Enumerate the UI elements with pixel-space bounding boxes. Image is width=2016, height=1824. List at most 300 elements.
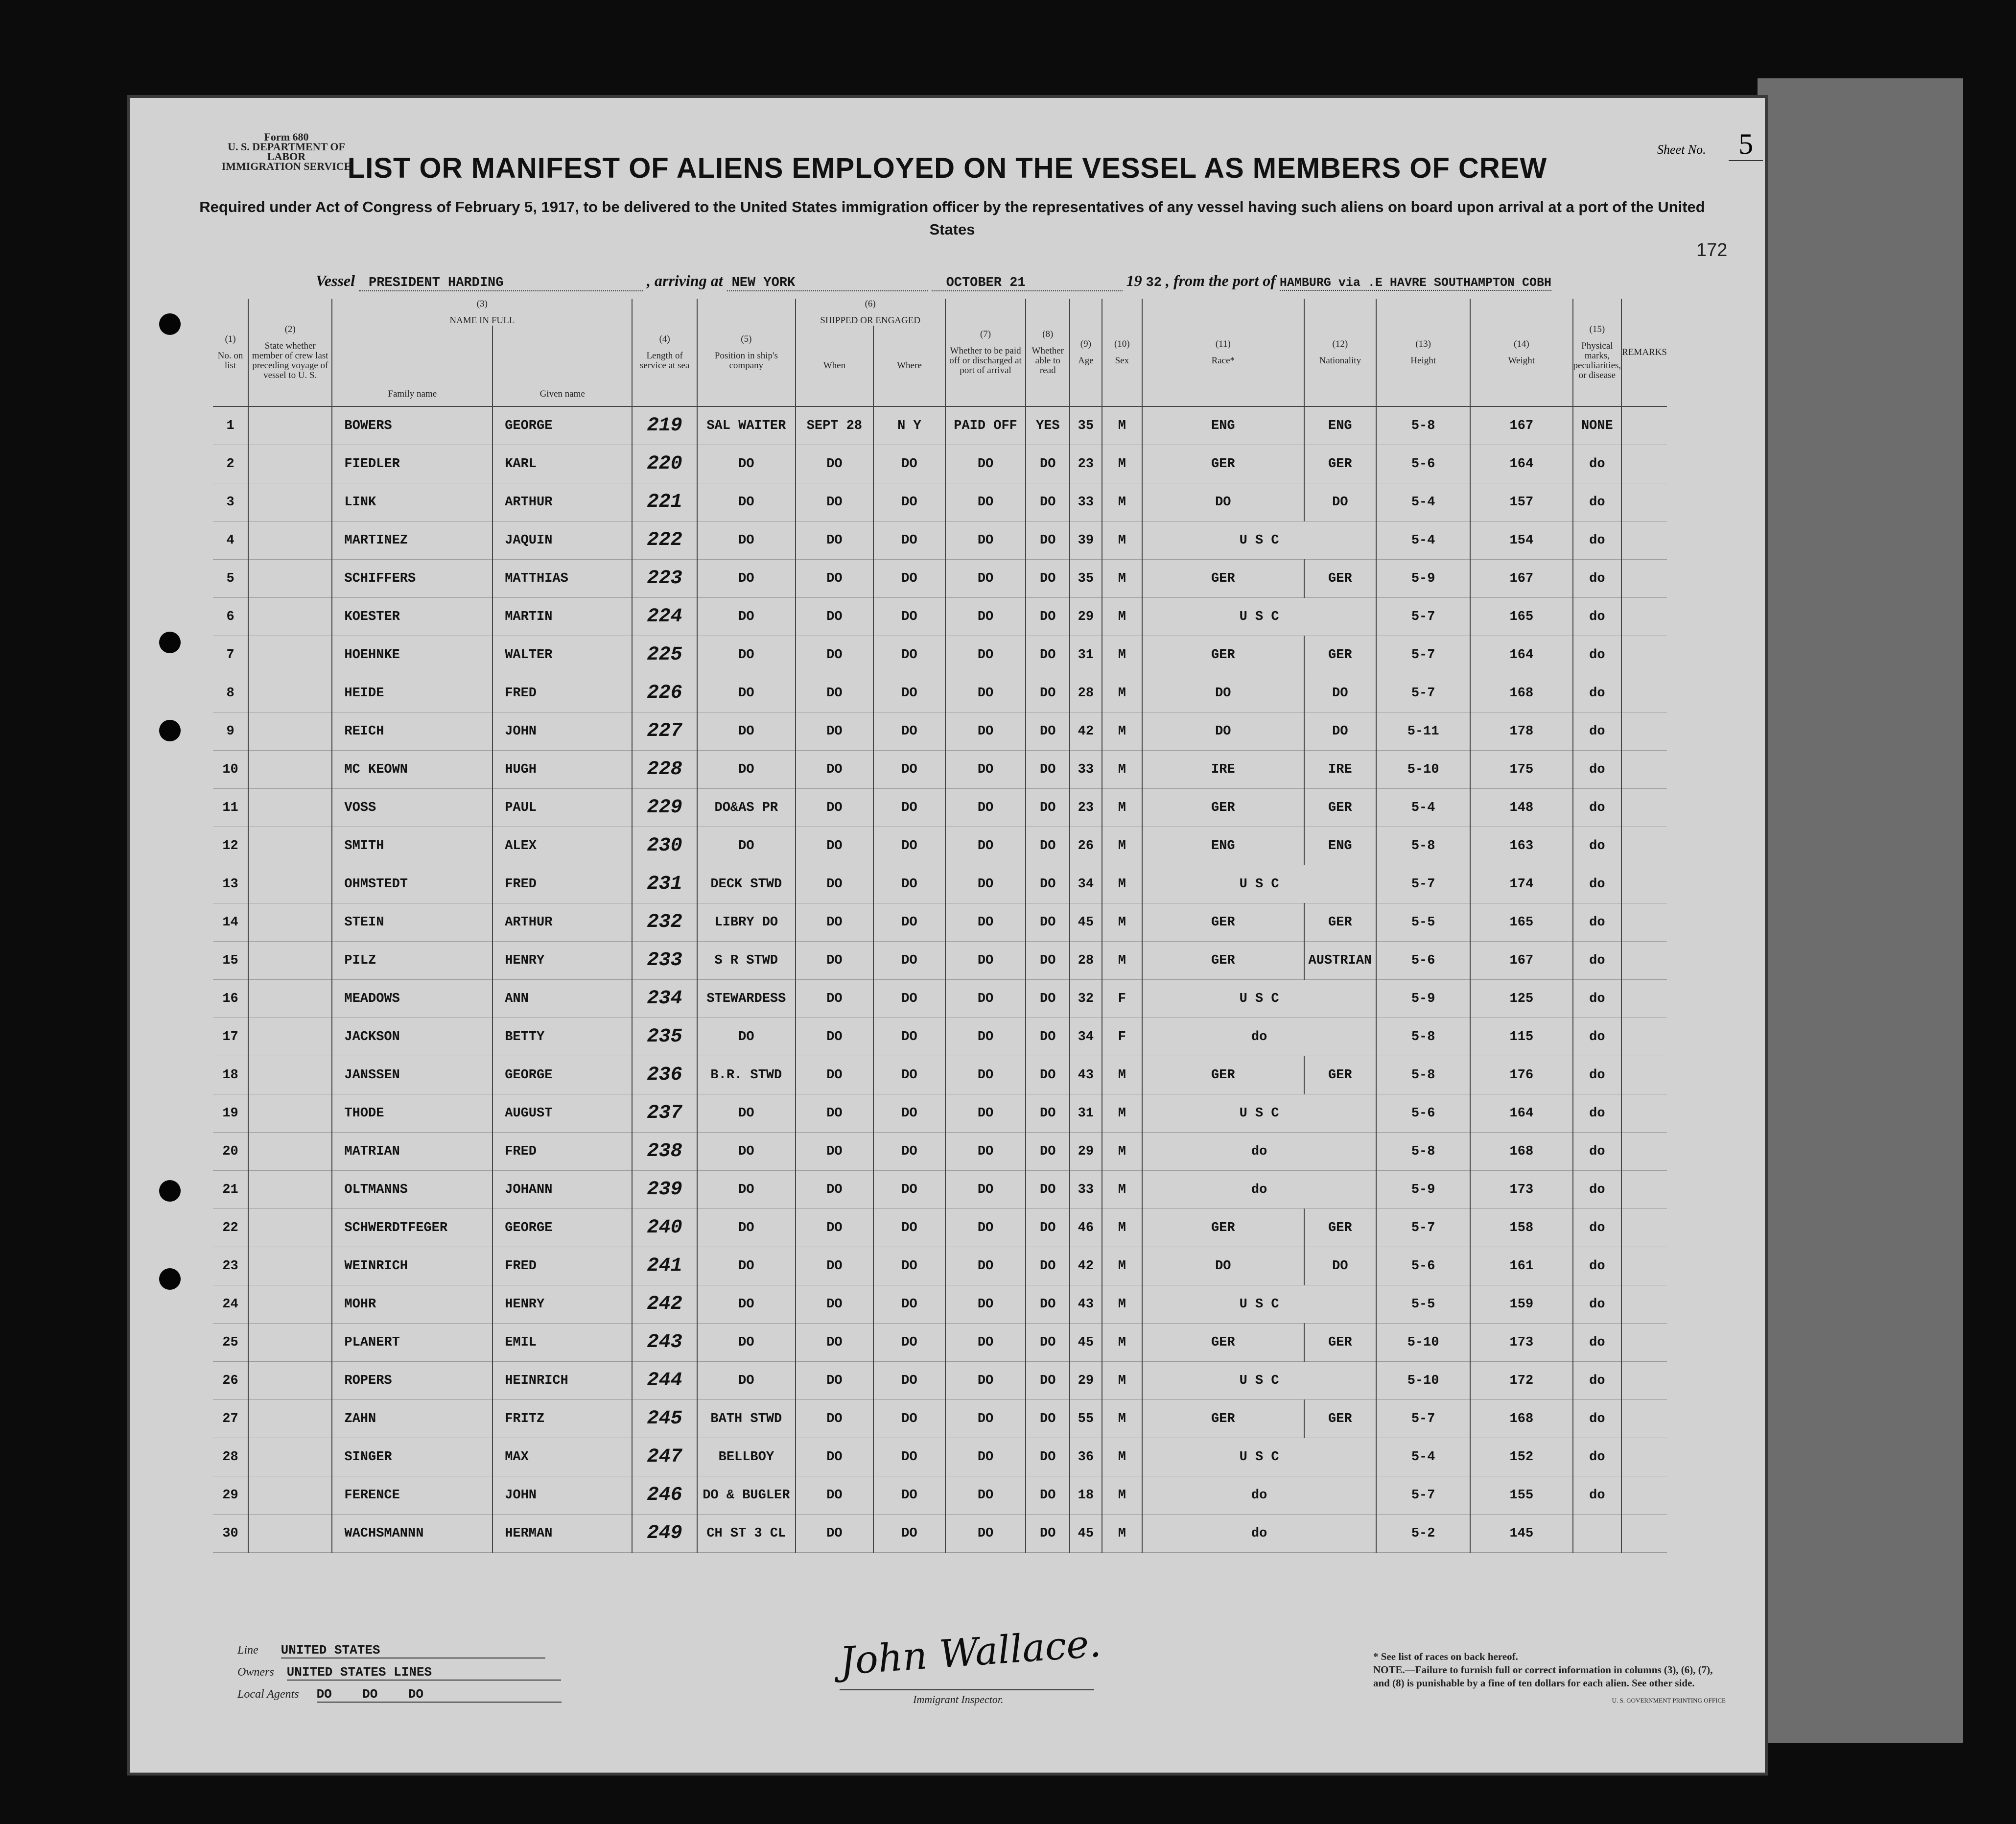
shipped-when-cell: DO bbox=[796, 942, 874, 980]
race-cell: U S C bbox=[1142, 521, 1376, 560]
from-label: , from the port of bbox=[1165, 272, 1276, 289]
weight-cell: 167 bbox=[1470, 406, 1572, 445]
able-to-read-cell: DO bbox=[1026, 1362, 1070, 1400]
race-cell: GER bbox=[1142, 636, 1304, 674]
page-subtitle: Required under Act of Congress of February 5, 1917, to be delivered to the United States immigration officer by the representatives of any vessel having such aliens on board upon arrival at a port of the United States bbox=[199, 198, 1705, 238]
able-to-read-cell: DO bbox=[1026, 865, 1070, 903]
weight-cell: 164 bbox=[1470, 445, 1572, 483]
able-to-read-cell: DO bbox=[1026, 521, 1070, 560]
row-number-cell: 19 bbox=[213, 1094, 248, 1133]
age-cell: 33 bbox=[1070, 483, 1102, 521]
family-name-cell: ZAHN bbox=[332, 1400, 492, 1438]
paid-off-cell: DO bbox=[945, 674, 1026, 712]
crew-previous-cell bbox=[248, 1400, 332, 1438]
shipped-when-cell: DO bbox=[796, 1094, 874, 1133]
remarks-cell bbox=[1621, 445, 1667, 483]
col-shipped-header: (6) SHIPPED OR ENGAGED bbox=[796, 299, 945, 326]
age-cell: 42 bbox=[1070, 1247, 1102, 1285]
row-number-cell: 5 bbox=[213, 560, 248, 598]
race-cell: DO bbox=[1142, 1247, 1304, 1285]
sex-cell: M bbox=[1102, 1094, 1142, 1133]
service-length-cell: 238 bbox=[632, 1133, 697, 1171]
paid-off-cell: DO bbox=[945, 865, 1026, 903]
year-prefix: 19 bbox=[1126, 272, 1142, 289]
table-row bbox=[213, 521, 1667, 560]
position-cell: DO bbox=[697, 1018, 796, 1056]
table-row bbox=[213, 445, 1667, 483]
printer-note: U. S. GOVERNMENT PRINTING OFFICE bbox=[1612, 1697, 1726, 1704]
height-cell: 5-5 bbox=[1376, 1285, 1470, 1324]
shipped-where-cell: N Y bbox=[873, 406, 945, 445]
arrival-port: NEW YORK bbox=[727, 276, 928, 291]
weight-cell: 154 bbox=[1470, 521, 1572, 560]
row-number-cell: 11 bbox=[213, 789, 248, 827]
shipped-where-cell: DO bbox=[873, 865, 945, 903]
remarks-cell bbox=[1621, 1018, 1667, 1056]
paid-off-cell: DO bbox=[945, 1362, 1026, 1400]
age-cell: 45 bbox=[1070, 1324, 1102, 1362]
remarks-cell bbox=[1621, 1133, 1667, 1171]
height-cell: 5-7 bbox=[1376, 1209, 1470, 1247]
sex-cell: M bbox=[1102, 865, 1142, 903]
service-length-cell: 221 bbox=[632, 483, 697, 521]
position-cell: DO bbox=[697, 1247, 796, 1285]
crew-previous-cell bbox=[248, 521, 332, 560]
paid-off-cell: DO bbox=[945, 560, 1026, 598]
height-cell: 5-9 bbox=[1376, 560, 1470, 598]
given-name-cell: HENRY bbox=[492, 1285, 632, 1324]
shipped-when-cell: DO bbox=[796, 1476, 874, 1515]
race-cell: GER bbox=[1142, 1400, 1304, 1438]
able-to-read-cell: DO bbox=[1026, 827, 1070, 865]
race-cell: GER bbox=[1142, 445, 1304, 483]
race-cell: GER bbox=[1142, 903, 1304, 942]
binder-hole bbox=[159, 1268, 181, 1290]
able-to-read-cell: DO bbox=[1026, 1324, 1070, 1362]
shipped-when-cell: DO bbox=[796, 1171, 874, 1209]
race-cell: do bbox=[1142, 1018, 1376, 1056]
height-cell: 5-10 bbox=[1376, 1324, 1470, 1362]
remarks-cell bbox=[1621, 1400, 1667, 1438]
from-port: HAMBURG via .E HAVRE SOUTHAMPTON COBH bbox=[1279, 276, 1551, 290]
remarks-cell bbox=[1621, 1094, 1667, 1133]
row-number-cell: 21 bbox=[213, 1171, 248, 1209]
remarks-cell bbox=[1621, 827, 1667, 865]
crew-previous-cell bbox=[248, 903, 332, 942]
age-cell: 46 bbox=[1070, 1209, 1102, 1247]
weight-cell: 176 bbox=[1470, 1056, 1572, 1094]
physical-marks-cell: do bbox=[1573, 942, 1622, 980]
position-cell: DO bbox=[697, 1324, 796, 1362]
row-number-cell: 10 bbox=[213, 751, 248, 789]
weight-cell: 164 bbox=[1470, 1094, 1572, 1133]
position-cell: DO&AS PR bbox=[697, 789, 796, 827]
sex-cell: M bbox=[1102, 1247, 1142, 1285]
shipped-when-cell: DO bbox=[796, 751, 874, 789]
crew-previous-cell bbox=[248, 1171, 332, 1209]
table-row bbox=[213, 636, 1667, 674]
sex-cell: M bbox=[1102, 827, 1142, 865]
shipped-where-cell: DO bbox=[873, 560, 945, 598]
position-cell: DO bbox=[697, 712, 796, 751]
sex-cell: M bbox=[1102, 1133, 1142, 1171]
age-cell: 34 bbox=[1070, 865, 1102, 903]
position-cell: DO bbox=[697, 1285, 796, 1324]
given-name-cell: GEORGE bbox=[492, 1056, 632, 1094]
underlying-sheet bbox=[1758, 78, 1963, 1743]
crew-previous-cell bbox=[248, 560, 332, 598]
height-cell: 5-7 bbox=[1376, 865, 1470, 903]
service-length-cell: 245 bbox=[632, 1400, 697, 1438]
position-cell: STEWARDESS bbox=[697, 980, 796, 1018]
family-name-cell: FERENCE bbox=[332, 1476, 492, 1515]
position-cell: DO bbox=[697, 598, 796, 636]
crew-previous-cell bbox=[248, 1247, 332, 1285]
row-number-cell: 14 bbox=[213, 903, 248, 942]
nationality-cell: IRE bbox=[1304, 751, 1377, 789]
table-row bbox=[213, 1476, 1667, 1515]
line-value: UNITED STATES bbox=[281, 1643, 545, 1658]
physical-marks-cell: NONE bbox=[1573, 406, 1622, 445]
able-to-read-cell: DO bbox=[1026, 1400, 1070, 1438]
shipped-when-cell: DO bbox=[796, 1438, 874, 1476]
physical-marks-cell: do bbox=[1573, 1094, 1622, 1133]
position-cell: S R STWD bbox=[697, 942, 796, 980]
family-name-cell: PLANERT bbox=[332, 1324, 492, 1362]
physical-marks-cell: do bbox=[1573, 1438, 1622, 1476]
nationality-cell: GER bbox=[1304, 1209, 1377, 1247]
given-name-cell: AUGUST bbox=[492, 1094, 632, 1133]
service-length-cell: 231 bbox=[632, 865, 697, 903]
sex-cell: M bbox=[1102, 445, 1142, 483]
height-cell: 5-7 bbox=[1376, 636, 1470, 674]
physical-marks-cell: do bbox=[1573, 1362, 1622, 1400]
physical-marks-cell: do bbox=[1573, 789, 1622, 827]
table-row bbox=[213, 560, 1667, 598]
race-cell: do bbox=[1142, 1171, 1376, 1209]
crew-manifest-table bbox=[213, 299, 1667, 1553]
able-to-read-cell: DO bbox=[1026, 483, 1070, 521]
nationality-cell: ENG bbox=[1304, 827, 1377, 865]
paid-off-cell: DO bbox=[945, 1476, 1026, 1515]
able-to-read-cell: DO bbox=[1026, 1018, 1070, 1056]
table-row bbox=[213, 1018, 1667, 1056]
physical-marks-cell: do bbox=[1573, 980, 1622, 1018]
table-row bbox=[213, 1094, 1667, 1133]
crew-previous-cell bbox=[248, 406, 332, 445]
age-cell: 29 bbox=[1070, 1133, 1102, 1171]
table-row bbox=[213, 789, 1667, 827]
nationality-cell: GER bbox=[1304, 903, 1377, 942]
race-cell: DO bbox=[1142, 483, 1304, 521]
service-length-cell: 240 bbox=[632, 1209, 697, 1247]
physical-marks-cell: do bbox=[1573, 483, 1622, 521]
service-length-cell: 222 bbox=[632, 521, 697, 560]
family-name-cell: HOEHNKE bbox=[332, 636, 492, 674]
physical-marks-cell: do bbox=[1573, 1056, 1622, 1094]
row-number-cell: 13 bbox=[213, 865, 248, 903]
able-to-read-cell: DO bbox=[1026, 1476, 1070, 1515]
age-cell: 29 bbox=[1070, 598, 1102, 636]
remarks-cell bbox=[1621, 406, 1667, 445]
sex-cell: M bbox=[1102, 598, 1142, 636]
family-name-cell: MC KEOWN bbox=[332, 751, 492, 789]
crew-previous-cell bbox=[248, 980, 332, 1018]
sex-cell: M bbox=[1102, 636, 1142, 674]
given-name-cell: HUGH bbox=[492, 751, 632, 789]
service-length-cell: 247 bbox=[632, 1438, 697, 1476]
position-cell: BATH STWD bbox=[697, 1400, 796, 1438]
nationality-cell: AUSTRIAN bbox=[1304, 942, 1377, 980]
paid-off-cell: DO bbox=[945, 1133, 1026, 1171]
given-name-cell: BETTY bbox=[492, 1018, 632, 1056]
col-when-header: When bbox=[796, 326, 874, 406]
remarks-cell bbox=[1621, 598, 1667, 636]
crew-previous-cell bbox=[248, 1476, 332, 1515]
remarks-cell bbox=[1621, 1438, 1667, 1476]
col-paid-header: (7) Whether to be paid off or discharged at port of arrival bbox=[945, 299, 1026, 406]
family-name-cell: MATRIAN bbox=[332, 1133, 492, 1171]
col-service-header: (4) Length of service at sea bbox=[632, 299, 697, 406]
physical-marks-cell: do bbox=[1573, 1209, 1622, 1247]
paid-off-cell: DO bbox=[945, 1209, 1026, 1247]
sex-cell: F bbox=[1102, 1018, 1142, 1056]
shipped-when-cell: DO bbox=[796, 1056, 874, 1094]
col-read-header: (8) Whether able to read bbox=[1026, 299, 1070, 406]
remarks-cell bbox=[1621, 865, 1667, 903]
family-name-cell: WACHSMANNN bbox=[332, 1515, 492, 1553]
paid-off-cell: DO bbox=[945, 942, 1026, 980]
crew-previous-cell bbox=[248, 674, 332, 712]
family-name-cell: OHMSTEDT bbox=[332, 865, 492, 903]
service-length-cell: 230 bbox=[632, 827, 697, 865]
remarks-cell bbox=[1621, 674, 1667, 712]
col-where-header: Where bbox=[873, 326, 945, 406]
remarks-cell bbox=[1621, 980, 1667, 1018]
row-number-cell: 2 bbox=[213, 445, 248, 483]
position-cell: DECK STWD bbox=[697, 865, 796, 903]
height-cell: 5-9 bbox=[1376, 1171, 1470, 1209]
race-cell: U S C bbox=[1142, 980, 1376, 1018]
height-cell: 5-10 bbox=[1376, 1362, 1470, 1400]
family-name-cell: FIEDLER bbox=[332, 445, 492, 483]
height-cell: 5-4 bbox=[1376, 483, 1470, 521]
given-name-cell: WALTER bbox=[492, 636, 632, 674]
owners-field bbox=[237, 1665, 561, 1681]
col-height-header: (13) Height bbox=[1376, 299, 1470, 406]
physical-marks-cell: do bbox=[1573, 445, 1622, 483]
table-row bbox=[213, 406, 1667, 445]
able-to-read-cell: DO bbox=[1026, 1171, 1070, 1209]
family-name-cell: MOHR bbox=[332, 1285, 492, 1324]
sex-cell: M bbox=[1102, 1324, 1142, 1362]
line-field bbox=[237, 1643, 545, 1658]
row-number-cell: 8 bbox=[213, 674, 248, 712]
paid-off-cell: DO bbox=[945, 1094, 1026, 1133]
col-given-header: Given name bbox=[492, 326, 632, 406]
shipped-when-cell: DO bbox=[796, 1400, 874, 1438]
page-title: LIST OR MANIFEST OF ALIENS EMPLOYED ON THE VESSEL AS MEMBERS OF CREW bbox=[347, 152, 1547, 184]
family-name-cell: SCHIFFERS bbox=[332, 560, 492, 598]
col-family-header: Family name bbox=[332, 326, 492, 406]
table-row bbox=[213, 1171, 1667, 1209]
table-row bbox=[213, 751, 1667, 789]
family-name-cell: ROPERS bbox=[332, 1362, 492, 1400]
given-name-cell: JOHN bbox=[492, 712, 632, 751]
race-cell: GER bbox=[1142, 789, 1304, 827]
col-age-header: (9) Age bbox=[1070, 299, 1102, 406]
crew-previous-cell bbox=[248, 942, 332, 980]
shipped-when-cell: DO bbox=[796, 636, 874, 674]
weight-cell: 168 bbox=[1470, 1400, 1572, 1438]
service-length-cell: 225 bbox=[632, 636, 697, 674]
crew-previous-cell bbox=[248, 598, 332, 636]
shipped-when-cell: DO bbox=[796, 674, 874, 712]
nationality-cell: GER bbox=[1304, 636, 1377, 674]
shipped-where-cell: DO bbox=[873, 751, 945, 789]
height-cell: 5-6 bbox=[1376, 1094, 1470, 1133]
nationality-cell: DO bbox=[1304, 483, 1377, 521]
height-cell: 5-4 bbox=[1376, 1438, 1470, 1476]
weight-cell: 172 bbox=[1470, 1362, 1572, 1400]
agents-value: DO DO DO bbox=[317, 1687, 562, 1703]
form-number: Form 680 bbox=[264, 131, 309, 143]
paid-off-cell: DO bbox=[945, 636, 1026, 674]
department: U. S. DEPARTMENT OF LABOR bbox=[228, 141, 345, 163]
signature-line bbox=[840, 1689, 1094, 1690]
able-to-read-cell: DO bbox=[1026, 1056, 1070, 1094]
position-cell: DO bbox=[697, 521, 796, 560]
service-length-cell: 244 bbox=[632, 1362, 697, 1400]
sex-cell: M bbox=[1102, 1209, 1142, 1247]
sex-cell: M bbox=[1102, 1056, 1142, 1094]
weight-cell: 175 bbox=[1470, 751, 1572, 789]
given-name-cell: HENRY bbox=[492, 942, 632, 980]
shipped-when-cell: DO bbox=[796, 789, 874, 827]
sex-cell: M bbox=[1102, 1400, 1142, 1438]
service-length-cell: 220 bbox=[632, 445, 697, 483]
age-cell: 32 bbox=[1070, 980, 1102, 1018]
height-cell: 5-4 bbox=[1376, 789, 1470, 827]
race-cell: GER bbox=[1142, 560, 1304, 598]
age-cell: 33 bbox=[1070, 751, 1102, 789]
family-name-cell: VOSS bbox=[332, 789, 492, 827]
weight-cell: 178 bbox=[1470, 712, 1572, 751]
shipped-where-cell: DO bbox=[873, 598, 945, 636]
position-cell: DO bbox=[697, 1171, 796, 1209]
crew-previous-cell bbox=[248, 1209, 332, 1247]
able-to-read-cell: DO bbox=[1026, 1285, 1070, 1324]
service-length-cell: 237 bbox=[632, 1094, 697, 1133]
family-name-cell: SINGER bbox=[332, 1438, 492, 1476]
given-name-cell: HERMAN bbox=[492, 1515, 632, 1553]
physical-marks-cell: do bbox=[1573, 751, 1622, 789]
age-cell: 28 bbox=[1070, 942, 1102, 980]
row-number-cell: 7 bbox=[213, 636, 248, 674]
weight-cell: 158 bbox=[1470, 1209, 1572, 1247]
shipped-where-cell: DO bbox=[873, 1209, 945, 1247]
row-number-cell: 29 bbox=[213, 1476, 248, 1515]
line-label: Line bbox=[237, 1644, 258, 1657]
family-name-cell: BOWERS bbox=[332, 406, 492, 445]
able-to-read-cell: YES bbox=[1026, 406, 1070, 445]
table-row bbox=[213, 1209, 1667, 1247]
given-name-cell: JOHN bbox=[492, 1476, 632, 1515]
shipped-where-cell: DO bbox=[873, 1018, 945, 1056]
shipped-when-cell: DO bbox=[796, 483, 874, 521]
sex-cell: M bbox=[1102, 406, 1142, 445]
shipped-where-cell: DO bbox=[873, 903, 945, 942]
given-name-cell: MARTIN bbox=[492, 598, 632, 636]
table-row bbox=[213, 1438, 1667, 1476]
binder-hole bbox=[159, 720, 181, 741]
crew-previous-cell bbox=[248, 1438, 332, 1476]
given-name-cell: ARTHUR bbox=[492, 903, 632, 942]
table-row bbox=[213, 942, 1667, 980]
physical-marks-cell: do bbox=[1573, 1018, 1622, 1056]
race-cell: GER bbox=[1142, 1056, 1304, 1094]
col-name-header: (3) NAME IN FULL bbox=[332, 299, 632, 326]
row-number-cell: 1 bbox=[213, 406, 248, 445]
penalty-note: NOTE.—Failure to furnish full or correct information in columns (3), (6), (7), and (8) is punishable by a fine of ten dollars for each alien. See other side. bbox=[1373, 1664, 1713, 1689]
page-number: 172 bbox=[1696, 240, 1728, 261]
remarks-cell bbox=[1621, 712, 1667, 751]
row-number-cell: 6 bbox=[213, 598, 248, 636]
family-name-cell: LINK bbox=[332, 483, 492, 521]
sex-cell: M bbox=[1102, 521, 1142, 560]
able-to-read-cell: DO bbox=[1026, 903, 1070, 942]
paid-off-cell: DO bbox=[945, 445, 1026, 483]
height-cell: 5-7 bbox=[1376, 1400, 1470, 1438]
sex-cell: M bbox=[1102, 712, 1142, 751]
remarks-cell bbox=[1621, 751, 1667, 789]
height-cell: 5-10 bbox=[1376, 751, 1470, 789]
arrival-date: OCTOBER 21 bbox=[932, 276, 1123, 291]
remarks-cell bbox=[1621, 1285, 1667, 1324]
service-length-cell: 236 bbox=[632, 1056, 697, 1094]
service-length-cell: 228 bbox=[632, 751, 697, 789]
weight-cell: 167 bbox=[1470, 942, 1572, 980]
age-cell: 33 bbox=[1070, 1171, 1102, 1209]
position-cell: DO bbox=[697, 751, 796, 789]
table-row bbox=[213, 1247, 1667, 1285]
table-row bbox=[213, 827, 1667, 865]
crew-previous-cell bbox=[248, 827, 332, 865]
race-cell: U S C bbox=[1142, 598, 1376, 636]
weight-cell: 159 bbox=[1470, 1285, 1572, 1324]
paid-off-cell: DO bbox=[945, 521, 1026, 560]
physical-marks-cell: do bbox=[1573, 1400, 1622, 1438]
position-cell: DO bbox=[697, 560, 796, 598]
given-name-cell: JAQUIN bbox=[492, 521, 632, 560]
physical-marks-cell: do bbox=[1573, 1133, 1622, 1171]
table-row bbox=[213, 1362, 1667, 1400]
shipped-where-cell: DO bbox=[873, 483, 945, 521]
race-cell: ENG bbox=[1142, 827, 1304, 865]
crew-previous-cell bbox=[248, 1094, 332, 1133]
shipped-when-cell: SEPT 28 bbox=[796, 406, 874, 445]
family-name-cell: SMITH bbox=[332, 827, 492, 865]
age-cell: 35 bbox=[1070, 560, 1102, 598]
able-to-read-cell: DO bbox=[1026, 1247, 1070, 1285]
table-row bbox=[213, 1324, 1667, 1362]
height-cell: 5-7 bbox=[1376, 1476, 1470, 1515]
row-number-cell: 18 bbox=[213, 1056, 248, 1094]
sex-cell: M bbox=[1102, 483, 1142, 521]
family-name-cell: STEIN bbox=[332, 903, 492, 942]
given-name-cell: FRITZ bbox=[492, 1400, 632, 1438]
col-remarks-header: REMARKS bbox=[1621, 299, 1667, 406]
